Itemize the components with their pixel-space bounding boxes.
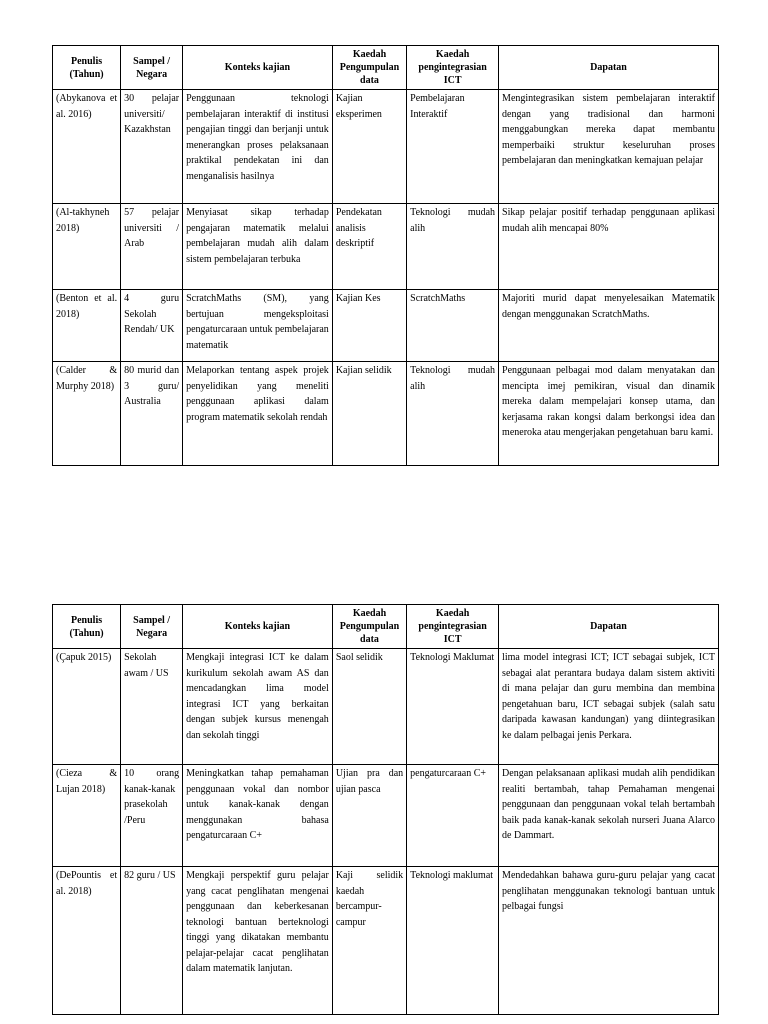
header-sampel: Sampel / Negara <box>121 605 183 649</box>
cell-ict: Teknologi mudah alih <box>407 204 499 290</box>
cell-penulis: (Çapuk 2015) <box>53 649 121 765</box>
cell-pengumpulan: Kajian eksperimen <box>332 90 406 204</box>
cell-sampel: Sekolah awam / US <box>121 649 183 765</box>
cell-dapatan: Majoriti murid dapat menyelesaikan Matematik dengan menggunakan ScratchMaths. <box>499 290 719 362</box>
cell-ict: pengaturcaraan C+ <box>407 765 499 867</box>
cell-pengumpulan: Ujian pra dan ujian pasca <box>332 765 406 867</box>
cell-penulis: (DePountis et al. 2018) <box>53 867 121 1015</box>
header-penulis: Penulis (Tahun) <box>53 46 121 90</box>
literature-table-2 <box>52 604 719 1015</box>
table-row <box>53 90 719 204</box>
header-konteks: Konteks kajian <box>183 46 333 90</box>
cell-sampel: 80 murid dan 3 guru/ Australia <box>121 362 183 466</box>
table-row <box>53 867 719 1015</box>
cell-sampel: 57 pelajar universiti / Arab <box>121 204 183 290</box>
cell-konteks: Meningkatkan tahap pemahaman penggunaan vokal dan nombor untuk kanak-kanak dengan menggunakan bahasa pengaturcaraan C+ <box>183 765 333 867</box>
table-header-row <box>53 46 719 90</box>
cell-ict: Teknologi maklumat <box>407 867 499 1015</box>
cell-ict: Teknologi mudah alih <box>407 362 499 466</box>
cell-sampel: 10 orang kanak-kanak prasekolah /Peru <box>121 765 183 867</box>
literature-table-1 <box>52 45 719 466</box>
cell-konteks: Mengkaji integrasi ICT ke dalam kurikulum sekolah awam AS dan mencadangkan lima model integrasi ICT yang berkaitan dengan subjek kursus menengah dan sekolah tinggi <box>183 649 333 765</box>
cell-sampel: 82 guru / US <box>121 867 183 1015</box>
cell-penulis: (Calder & Murphy 2018) <box>53 362 121 466</box>
header-dapatan: Dapatan <box>499 46 719 90</box>
header-kaedah-pengumpulan: Kaedah Pengumpulan data <box>332 46 406 90</box>
cell-dapatan: Sikap pelajar positif terhadap penggunaan aplikasi mudah alih mencapai 80% <box>499 204 719 290</box>
cell-dapatan: Mendedahkan bahawa guru-guru pelajar yang cacat penglihatan menggunakan teknologi bantuan untuk pelbagai fungsi <box>499 867 719 1015</box>
cell-ict: ScratchMaths <box>407 290 499 362</box>
cell-sampel: 30 pelajar universiti/ Kazakhstan <box>121 90 183 204</box>
header-penulis: Penulis (Tahun) <box>53 605 121 649</box>
header-kaedah-ict: Kaedah pengintegrasian ICT <box>407 46 499 90</box>
cell-penulis: (Al-takhyneh 2018) <box>53 204 121 290</box>
cell-pengumpulan: Kajian selidik <box>332 362 406 466</box>
cell-dapatan: Dengan pelaksanaan aplikasi mudah alih pendidikan realiti bertambah, tahap Pemahaman mengenai penggunaan dan penggunaan vokal telah bertambah baik pada kanak-kanak sekolah nurseri Juana Alarco de Dammart. <box>499 765 719 867</box>
cell-dapatan: Mengintegrasikan sistem pembelajaran interaktif dengan yang tradisional dan harmoni menggabungkan mereka dapat membantu memperbaiki struktur keseluruhan proses pembelajaran dan meningkatkan kemajuan pelajar <box>499 90 719 204</box>
cell-konteks: Mengkaji perspektif guru pelajar yang cacat penglihatan mengenai penggunaan dan keberkesanan teknologi bantuan berteknologi tinggi yang dikatakan membantu pelajar-pelajar cacat penglihatan dalam matematik lanjutan. <box>183 867 333 1015</box>
table-row <box>53 290 719 362</box>
cell-pengumpulan: Kajian Kes <box>332 290 406 362</box>
cell-pengumpulan: Pendekatan analisis deskriptif <box>332 204 406 290</box>
cell-dapatan: Penggunaan pelbagai mod dalam menyatakan dan mencipta imej pemikiran, visual dan dinamik mereka dalam mempelajari konsep utama, dan kerjasama rakan kongsi dalam berkongsi idea dan meneroka atau mengerjakan pengetahuan baru kami. <box>499 362 719 466</box>
cell-penulis: (Benton et al. 2018) <box>53 290 121 362</box>
header-kaedah-pengumpulan: Kaedah Pengumpulan data <box>332 605 406 649</box>
table-row <box>53 204 719 290</box>
cell-pengumpulan: Kaji selidik kaedah bercampur-campur <box>332 867 406 1015</box>
cell-sampel: 4 guru Sekolah Rendah/ UK <box>121 290 183 362</box>
cell-konteks: Penggunaan teknologi pembelajaran interaktif di institusi pengajian tinggi dan berjanji untuk menerangkan proses pelaksanaan praktikal pendekatan ini dan menganalisis hasilnya <box>183 90 333 204</box>
cell-ict: Teknologi Maklumat <box>407 649 499 765</box>
table-row <box>53 362 719 466</box>
table-row <box>53 649 719 765</box>
header-konteks: Konteks kajian <box>183 605 333 649</box>
table-row <box>53 765 719 867</box>
header-sampel: Sampel / Negara <box>121 46 183 90</box>
cell-konteks: ScratchMaths (SM), yang bertujuan mengeksploitasi pengaturcaraan untuk pembelajaran matematik <box>183 290 333 362</box>
cell-ict: Pembelajaran Interaktif <box>407 90 499 204</box>
cell-dapatan: lima model integrasi ICT; ICT sebagai subjek, ICT sebagai alat perantara budaya dalam sistem aktiviti di mana pelajar dan guru membina dan membina pengetahuan baru, ICT sebagai subjek (salah satu daripada kawasan kandungan) yang diintegrasikan ke dalam pelbagai jenis Perkara. <box>499 649 719 765</box>
cell-pengumpulan: Saol selidik <box>332 649 406 765</box>
header-dapatan: Dapatan <box>499 605 719 649</box>
header-kaedah-ict: Kaedah pengintegrasian ICT <box>407 605 499 649</box>
cell-konteks: Melaporkan tentang aspek projek penyelidikan yang meneliti penggunaan aplikasi dalam program matematik sekolah rendah <box>183 362 333 466</box>
cell-konteks: Menyiasat sikap terhadap pengajaran matematik melalui pembelajaran mudah alih dalam sistem pembelajaran terbuka <box>183 204 333 290</box>
table-header-row <box>53 605 719 649</box>
cell-penulis: (Cieza & Lujan 2018) <box>53 765 121 867</box>
cell-penulis: (Abykanova et al. 2016) <box>53 90 121 204</box>
